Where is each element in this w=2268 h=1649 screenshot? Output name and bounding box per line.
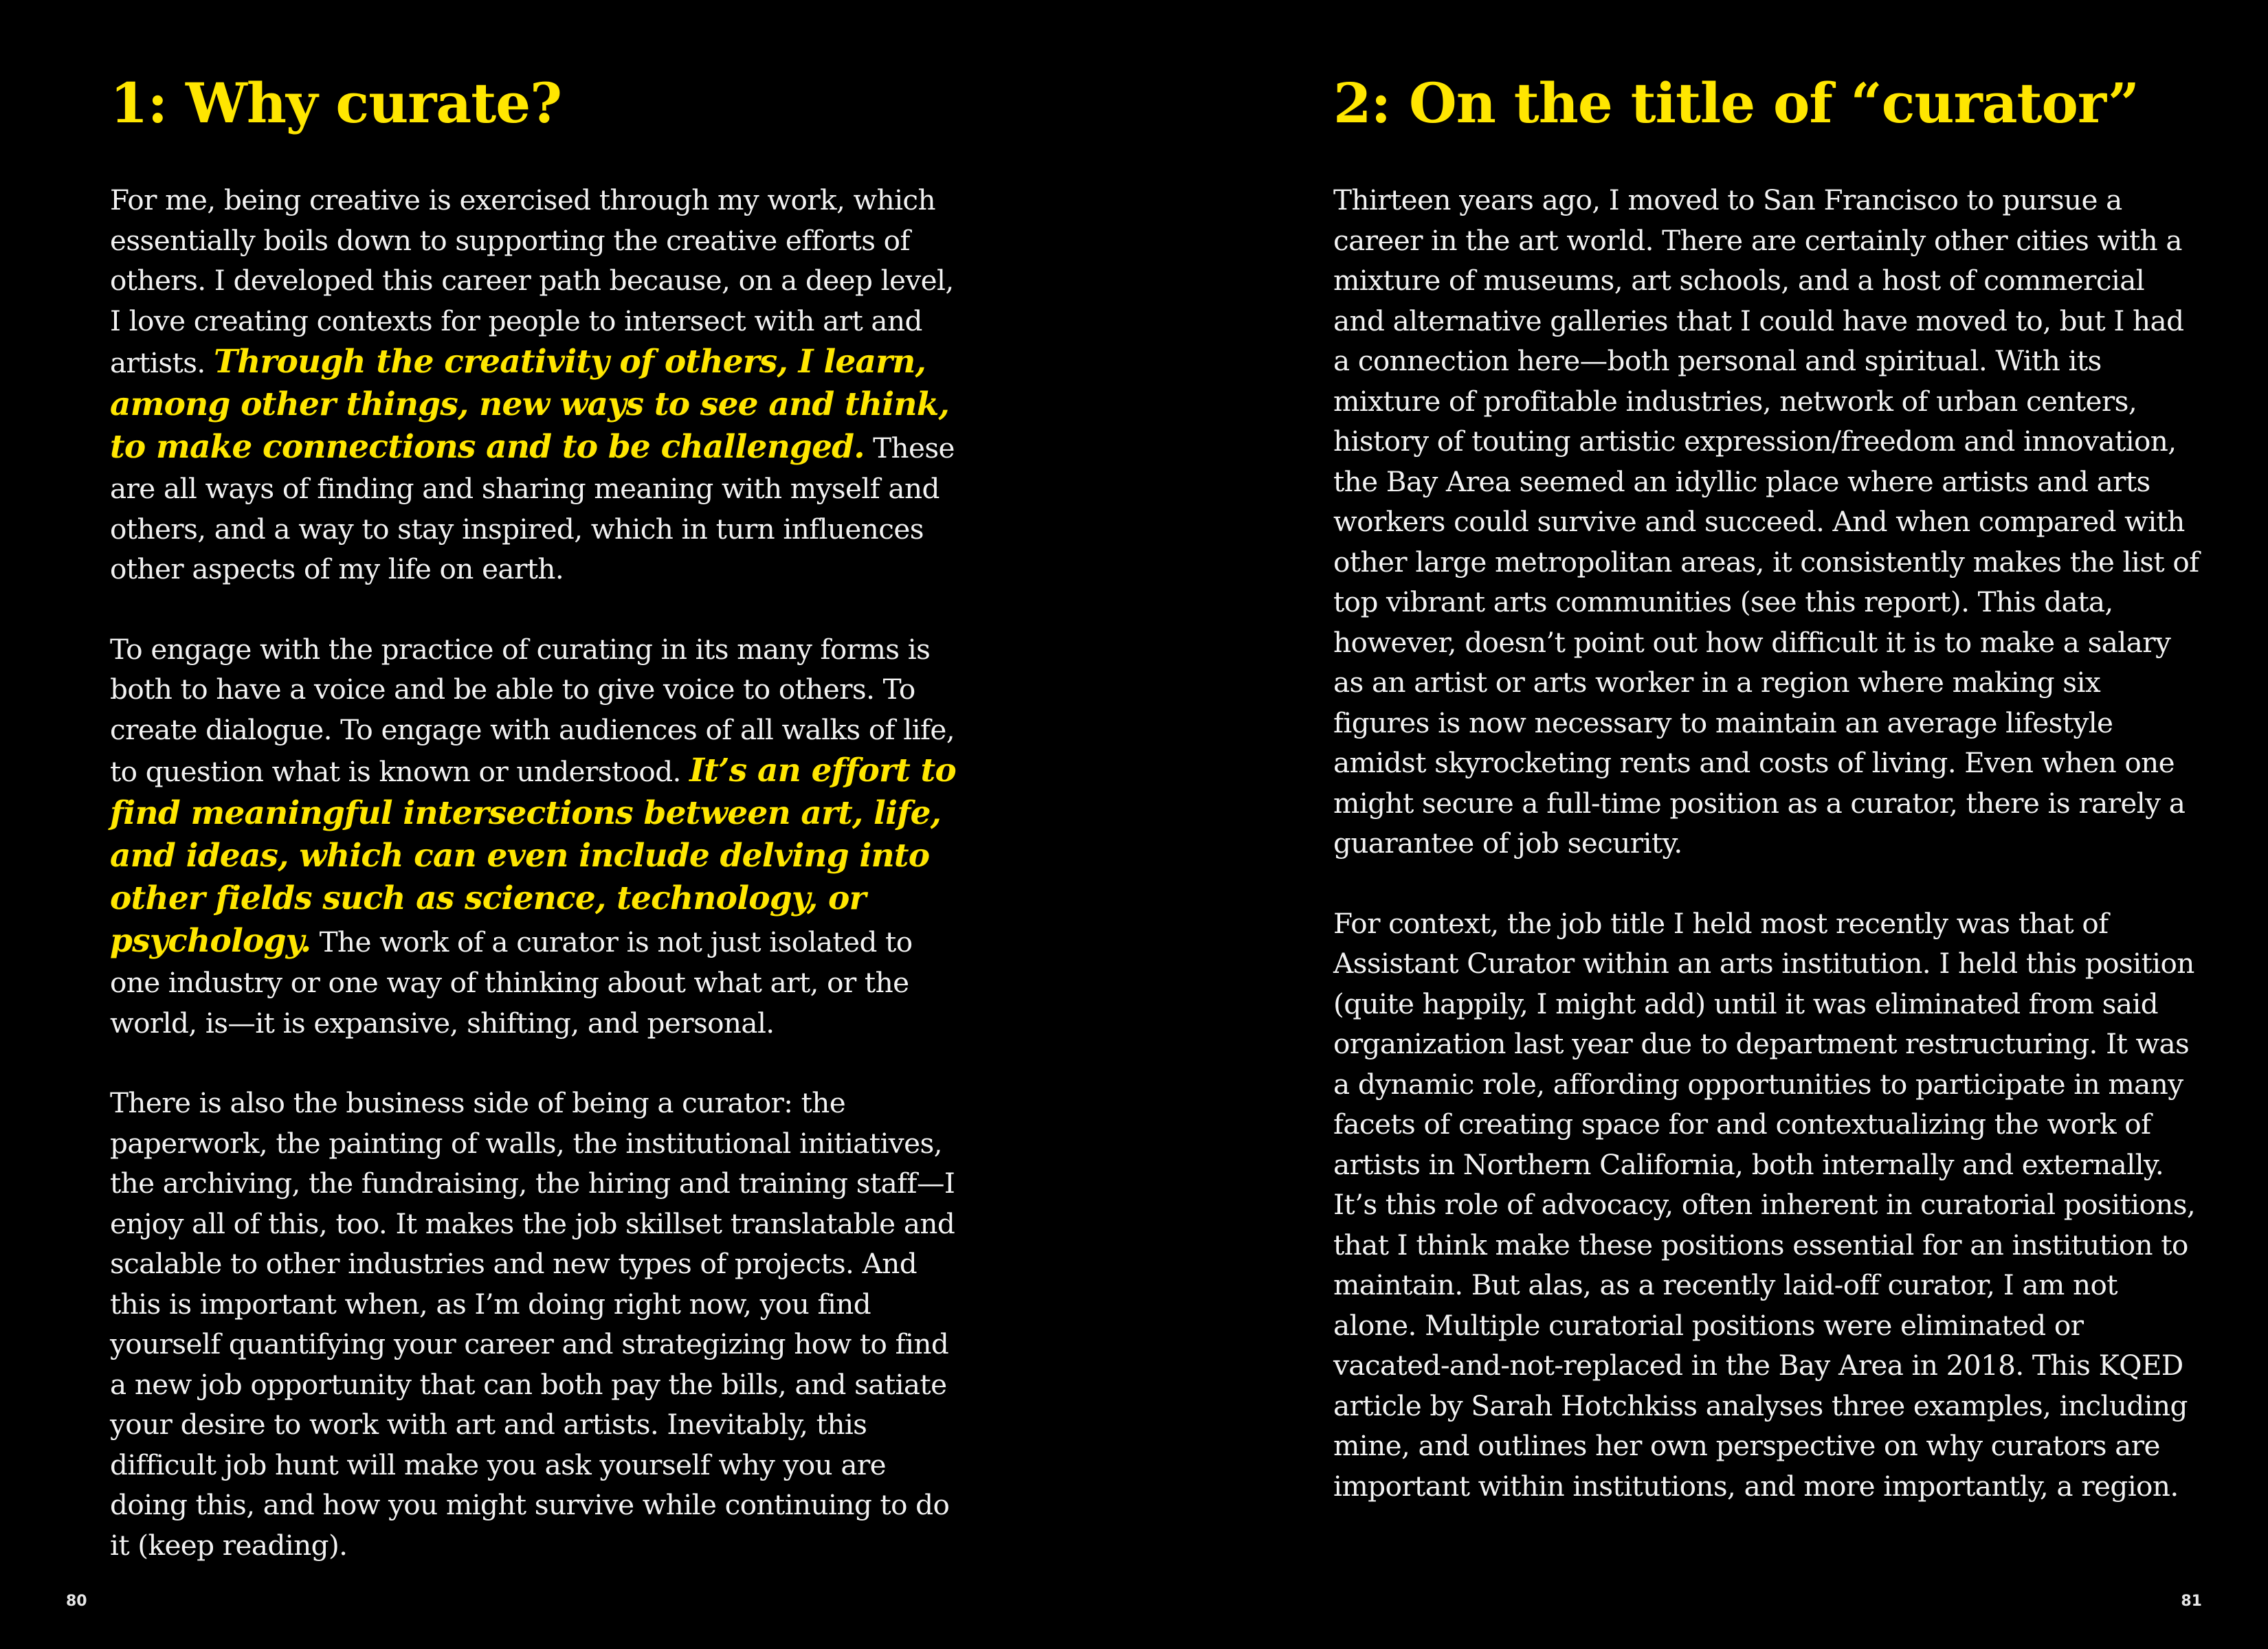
right-paragraph-2: For context, the job title I held most recently was that of Assistant Curator within an arts institution. I held this position (quite happily, I might add) until it was eliminated from said organization last year due to department restructuring. It was a dynamic role, affording opportunities to participate in many facets of creating space for and contextualizing the work of artists in Northern California, both internally and externally. It’s this role of advocacy, often inherent in curatorial positions, that I think make these positions essential for an institution to maintain. But alas, as a recently laid-off curator, I am not alone. Multiple curatorial positions were eliminated or vacated-and-not-replaced in the Bay Area in 2018. This KQED article by Sarah Hotchkiss analyses three examples, including mine, and outlines her own perspective on why curators are important within institutions, and more importantly, a region. [1333, 906, 2196, 1503]
left-paragraph-2 [110, 629, 962, 1044]
highlighted-quote: It’s an effort to find meaningful intersections between art, life, and ideas, which can even include delving into other fields such as science, technology, or psychology. [110, 752, 956, 960]
right-paragraph-1: Thirteen years ago, I moved to San Francisco to pursue a career in the art world. There are certainly other cities with a mixture of museums, art schools, and a host of commercial and alternative galleries that I could have moved to, but I had a connection here—both personal and spiritual. With its mixture of profitable industries, network of urban centers, history of touting artistic expression/freedom and innovation, the Bay Area seemed an idyllic place where artists and arts workers could survive and succeed. And when compared with other large metropolitan areas, it consistently makes the list of top vibrant arts communities (see this report). This data, however, doesn’t point out how difficult it is to make a salary as an artist or arts worker in a region where making six figures is now necessary to maintain an average lifestyle amidst skyrocketing rents and costs of living. Even when one might secure a full-time position as a curator, there is rarely a guarantee of job security. [1333, 183, 2199, 860]
left-paragraph-3: There is also the business side of being a curator: the paperwork, the painting of walls, the institutional initiatives, the archiving, the fundraising, the hiring and training staff—I enjoy all of this, too. It makes the job skillset translatable and scalable to other industries and new types of projects. And this is important when, as I’m doing right now, you find yourself quantifying your career and strategizing how to find a new job opportunity that can both pay the bills, and satiate your desire to work with art and artists. Inevitably, this difficult job hunt will make you ask yourself why you are doing this, and how you might survive while continuing to do it (keep reading). [110, 1086, 955, 1562]
highlighted-quote: Through the creativity of others, I learn, among other things, new ways to see and think, to make connections and to be challenged. [110, 343, 950, 466]
right-page [1134, 0, 2268, 1649]
left-paragraph-1 [110, 180, 962, 590]
section-heading-why-curate: 1: Why curate? [110, 71, 562, 135]
page-number-left: 80 [66, 1593, 87, 1610]
paragraph-text: The work of a curator is not just isolated to one industry or one way of thinking about what art, or the world, is—it is expansive, shifting, and personal. [110, 926, 913, 1040]
right-column [1333, 69, 2199, 1546]
page-number-right: 81 [2181, 1593, 2202, 1610]
left-column [110, 69, 962, 1605]
paragraph-text: For me, being creative is exercised through my work, which essentially boils down to supporting the creative efforts of others. I developed this career path because, on a deep level, I love creating contexts for people to intersect with art and artists. [110, 183, 954, 379]
paragraph-text: To engage with the practice of curating in its many forms is both to have a voice and be able to give voice to others. To create dialogue. To engage with audiences of all walks of life, to question what is known or understood. [110, 632, 955, 788]
section-heading-title-of-curator: 2: On the title of “curator” [1333, 71, 2139, 135]
paragraph-text: These are all ways of finding and sharing meaning with myself and others, and a way to stay inspired, which in turn influences other aspects of my life on earth. [110, 431, 955, 585]
